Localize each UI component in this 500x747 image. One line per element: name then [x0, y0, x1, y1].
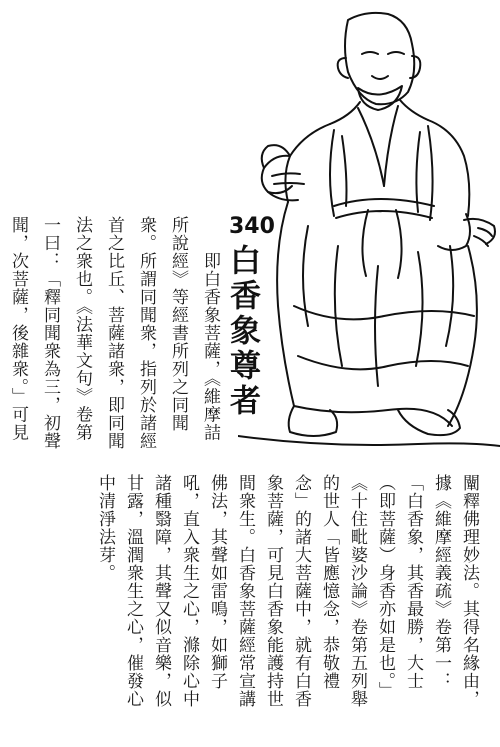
- left-column-3: 衆。所謂同聞衆，指列於諸經: [136, 216, 156, 450]
- right-column-2: 據《維摩經義疏》卷第一：: [431, 474, 451, 690]
- right-column-4: （即菩薩）身香亦如是也。」: [375, 474, 395, 700]
- right-column-14: 中清淨法芽。: [95, 474, 115, 582]
- left-column-1: 即白香象菩薩，《維摩詰: [200, 252, 220, 442]
- right-column-3: 「白香象，其香最勝，大士: [403, 474, 423, 690]
- left-column-6: 一曰：「釋同聞衆為三，初聲: [40, 216, 60, 450]
- entry-number: 340: [229, 214, 275, 239]
- right-column-12: 諸種翳障，其聲又似音樂，似: [151, 474, 171, 708]
- right-column-10: 佛法，其聲如雷鳴，如獅子: [207, 474, 227, 690]
- right-column-7: 念」的諸大菩薩中，就有白香: [291, 474, 311, 708]
- left-column-7: 聞，次菩薩，後雜衆。」可見: [8, 216, 28, 442]
- entry-title: 白香象尊者: [224, 244, 260, 419]
- right-column-6: 的世人「皆應憶念，恭敬禮: [319, 474, 339, 690]
- right-column-1: 闡釋佛理妙法。其得名緣由，: [459, 474, 479, 708]
- arhat-illustration: [238, 6, 500, 458]
- head: [345, 13, 414, 104]
- right-column-11: 吼，直入衆生之心，滌除心中: [179, 474, 199, 708]
- right-column-9: 間衆生。白香象菩薩經常宣講: [235, 474, 255, 708]
- left-column-4: 首之比丘、菩薩諸衆，即同聞: [104, 216, 124, 450]
- right-column-13: 甘露，溫潤衆生之心，催發心: [123, 474, 143, 708]
- left-column-5: 法之衆也。《法華文句》卷第: [72, 216, 92, 442]
- right-column-8: 象菩薩，可見白香象能護持世: [263, 474, 283, 708]
- left-column-2: 所說經》等經書所列之同聞: [168, 216, 188, 432]
- right-column-5: 《十住毗婆沙論》卷第五列舉: [347, 474, 367, 708]
